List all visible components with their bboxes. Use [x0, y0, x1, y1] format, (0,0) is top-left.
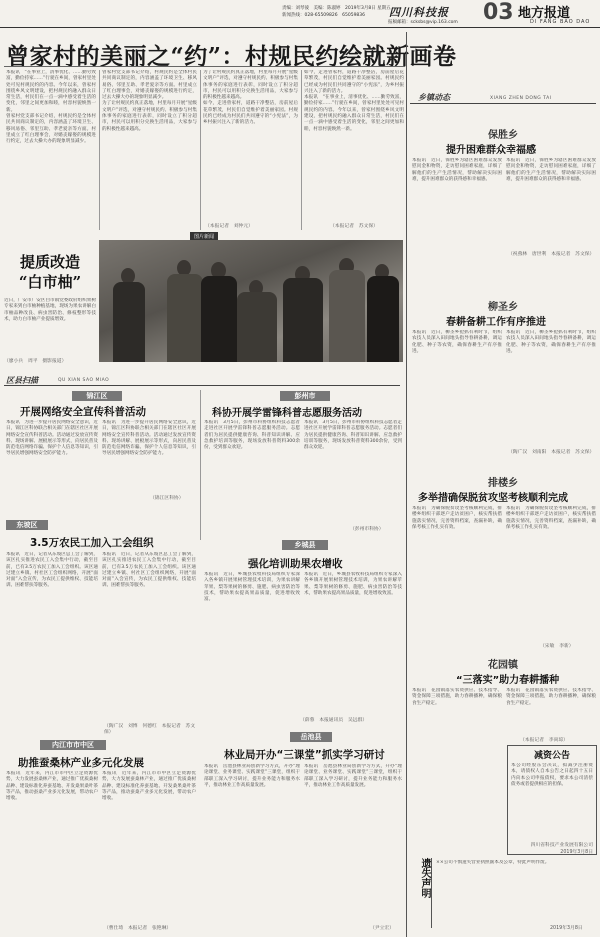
notice-signature: 四川省科技产业发展有限公司: [530, 843, 593, 848]
town-article-body: 本报讯 近日，保胜乡为辖区困难群众发放慰问金和物资，走访慰问困难家庭，详细了解他们的生产生活情况，帮助解决实际困难，提升困难群众的获得感和幸福感。: [506, 158, 596, 182]
region-badge: 彭州市: [280, 391, 330, 401]
photo-caption-box: [4, 240, 96, 362]
notice-date: 2019年3月8日: [560, 850, 593, 855]
article-body: 本报讯 为进一步提升居民网络安全意识，近日，锦江区科协联合相关部门在辖区社区开展网络安全宣传科普活动。活动通过发放宣传资料、现场讲解、展板展示等形式，向居民普及防范电信网络诈骗、保护个人信息等知识，引导居民增强网络安全防护能力。: [6, 420, 98, 457]
article-body: 本报讯 岳池县林业局创新学习方式，开办“理论课堂、业务课堂、实践课堂”三课堂，组织干部职工深入学习研讨，提升业务能力和服务水平，推动林业工作高质量发展。: [204, 764, 300, 788]
article-body: 本报讯 近日，乡城县农牧科技局组织专家深入各乡镇开展果树管理技术培训，为果农讲解苹果、梨等果树的修剪、施肥、病虫害防治等技术，帮助果农提高果品质量，促进增收致富。: [304, 572, 402, 596]
article-body: 本报讯 3月5日，彭州市科协组织科技志愿者走进社区开展学雷锋科普志愿服务活动。志愿者们为居民提供健康咨询、科普知识讲解、应急救护培训等服务，现场发放科普资料300余份，受到群众欢迎。: [304, 420, 402, 451]
news-photo: [99, 240, 403, 362]
headline-rule: [4, 66, 404, 67]
article-credit: （陶广汉 刘博 何德红 本报记者 苏文保）: [104, 724, 196, 735]
article-title: 助推蚕桑林产业多元化发展: [18, 757, 144, 769]
county-section-tag: 区县扫描 QU XIAN SAO MIAO: [4, 375, 400, 386]
town-article-title: “三落实”助力春耕播种: [456, 675, 560, 686]
photo-title: 提质改造 “白市柚”: [18, 253, 82, 291]
town-article-body: 本报讯 近日，柳圣乡抢抓有利时节，组织农技人员深入田间地头指导春耕备耕，调运化肥、种子等农资，确保春耕生产有序推进。: [506, 330, 596, 354]
photo-news-label: 图片新闻: [190, 232, 218, 241]
town-article-credit: （宋敏 李新）: [540, 644, 574, 649]
lost-notice-body: ××公司不慎遗失营业执照副本及公章，特此声明作废。: [436, 860, 550, 865]
col-divider: [200, 70, 201, 230]
town-article-body: 本报讯 为确保脱贫攻坚考核顺利完成，排楼乡组织干部逐户走访贫困户，核实帮扶措施落实情况，完善资料档案，查漏补缺，确保考核工作扎实有效。: [412, 506, 502, 530]
photo-caption: 近日，广安市广安区白市镇党委政府组织果树专家来到白市柚种植基地，现场为果农讲解白市柚品种改良、病虫害防治、修枝整形等技术，助力白市柚产业提质增效。: [4, 298, 96, 322]
masthead: [0, 0, 600, 28]
town-article-body: 本报讯 近日，柳圣乡抢抓有利时节，组织农技人员深入田间地头指导春耕备耕，调运化肥、种子等农资，确保春耕生产有序推进。: [412, 330, 502, 354]
region-badge: 锦江区: [72, 391, 122, 401]
region-badge: 内江市市中区: [40, 740, 106, 750]
page-number: 03: [483, 0, 514, 25]
article-body: 本报讯 3月5日，彭州市科协组织科技志愿者走进社区开展学雷锋科普志愿服务活动。志愿者们为居民提供健康咨询、科普知识讲解、应急救护培训等服务，现场发放科普资料300余份，受到群众欢迎。: [204, 420, 300, 451]
newspaper-logo: 四川科技报: [389, 6, 449, 19]
article-credit: （彭州市科协）: [350, 527, 384, 532]
col-divider: [301, 70, 302, 230]
capital-reduction-notice: [507, 745, 597, 855]
lead-col-1: 本报讯 “在事业上，清事优化、……勤劳致富，勤俭持家……”行驶在乡间，曾家村里处处可见村规民约的内容。今年以来，曾家村围绕乡风文明建设，把村规民约融入群众日常生活，村民们在一点一滴中感受着生活的变化，邻里之间更加和睦，村容村貌焕然一新。 曾家村党支部书记介绍，村规民约是全体村民共同商议制定的，内容涵盖了环境卫生、移风易俗、邻里互助、孝老爱亲等方面。村里成立了红白理事会，对婚丧嫁娶的规模进行约定，过去大操大办的现象明显减少。: [6, 70, 96, 145]
lead-col-3: 为了让村规民约真正落地，村里每月开展“星级文明户”评选，对遵守村规民约、积极参与村集体事务的家庭进行表彰，同时设立了积分超市，村民可以用积分兑换生活用品，大家参与的积极性越来越高。 如今，走进曾家村，道路干净整洁，房前屋后花草繁茂，村民们自觉维护着美丽家园。村规民约已经成为村民们共同遵守的“小宪法”，为乡村振兴注入了新的活力。: [203, 70, 298, 126]
masthead-info: [282, 5, 391, 19]
article-title: 开展网络安全宣传科普活动: [20, 406, 146, 418]
town-article-title: 多举措确保脱贫攻坚考核顺利完成: [418, 493, 568, 504]
region-badge: 岳池县: [290, 732, 332, 742]
article-title: 科协开展学雷锋科普志愿服务活动: [212, 408, 362, 419]
town-article-title: 春耕备耕工作有序推进: [446, 317, 546, 328]
section-pinyin: DI FANG BAO DAO: [530, 19, 591, 25]
article-credit: （薛蓉 本报通讯员 吴远群）: [300, 718, 368, 723]
lead-byline-2: （本报记者 苏文保）: [330, 224, 378, 229]
town-article-credit: （祝燕林 唐世利 本报记者 苏文保）: [508, 252, 595, 257]
article-credit: （锦江区科协）: [150, 496, 184, 501]
article-credit: （曹仕琦 本报记者 张艳琳）: [104, 926, 172, 931]
town-article-credit: （陶广汉 刘南阳 本报记者 苏文保）: [508, 450, 595, 455]
article-title: 林业局开办“三课堂”抓实学习研讨: [224, 749, 385, 761]
notice-title: 减资公告: [533, 751, 570, 761]
region-badge: 乡城县: [282, 540, 328, 550]
right-column-divider: [406, 32, 407, 937]
town-name: 保胜乡: [488, 130, 518, 141]
lost-notice-title: 遗失声明: [410, 858, 432, 928]
article-title: 强化培训助果农增收: [248, 558, 343, 570]
town-name: 排楼乡: [488, 478, 518, 489]
editor-line: 责编：刘琴彼 美编：陈淑婷 2019年3月8日 星期五: [282, 6, 391, 11]
email-line: 报稿邮箱：scksbs@vip.163.com: [388, 20, 458, 25]
article-body: 本报讯 近日，记者从东坡区总工会了解到，该区扎实推进农民工入会集中行动，截至目前，已有3.5万农民工加入工会组织。该区通过建立乡镇、村社区工会组织网络，开展“面对面”入会宣传，为农民工提供维权、技能培训、困难帮扶等服务。: [102, 552, 196, 589]
town-article-credit: （本报记者 李尚琼）: [520, 738, 568, 743]
town-article-body: 本报讯 近日，保胜乡为辖区困难群众发放慰问金和物资，走访慰问困难家庭，详细了解他们的生产生活情况，帮助解决实际困难，提升困难群众的获得感和幸福感。: [412, 158, 502, 182]
hotline: 新闻热线：028-65509826 65059836: [282, 13, 366, 18]
lead-col-2: 曾家村党支部书记介绍，村规民约是全体村民共同商议制定的，内容涵盖了环境卫生、移风易俗、邻里互助、孝老爱亲等方面。村里成立了红白理事会，对婚丧嫁娶的规模进行约定，过去大操大办的现象明显减少。 为了让村规民约真正落地，村里每月开展“星级文明户”评选，对遵守村规民约、积极参与村集体事务的家庭进行表彰，同时设立了积分超市，村民可以用积分兑换生活用品，大家参与的积极性越来越高。: [102, 70, 197, 132]
lead-headline: 曾家村的美丽之“约”：村规民约绘就新画卷: [6, 43, 457, 70]
article-body: 本报讯 近日，记者从东坡区总工会了解到，该区扎实推进农民工入会集中行动，截至目前，已有3.5万农民工加入工会组织。该区通过建立乡镇、村社区工会组织网络，开展“面对面”入会宣传，为农民工提供维权、技能培训、困难帮扶等服务。: [6, 552, 98, 589]
section-title: 地方报道: [518, 6, 571, 21]
article-title: 3.5万农民工加入工会组织: [30, 537, 154, 549]
town-article-body: 本报讯 为确保脱贫攻坚考核顺利完成，排楼乡组织干部逐户走访贫困户，核实帮扶措施落实情况，完善资料档案，查漏补缺，确保考核工作扎实有效。: [506, 506, 596, 530]
article-body: 本报讯 近年来，内江市市中区立足资源优势，大力发展蚕桑林产业，通过推广优质桑树品种、建设标准化养蚕基地、开发桑果桑叶茶等产品，推动蚕桑产业多元化发展，带动农户增收。: [6, 771, 98, 802]
photo-credit: （廖小兵 周平 摄影报道）: [4, 359, 67, 364]
article-body: 本报讯 岳池县林业局创新学习方式，开办“理论课堂、业务课堂、实践课堂”三课堂，组织干部职工深入学习研讨，提升业务能力和服务水平，推动林业工作高质量发展。: [304, 764, 402, 788]
town-name: 柳圣乡: [488, 302, 518, 313]
lead-col-4: 如今，走进曾家村，道路干净整洁，房前屋后花草繁茂，村民们自觉维护着美丽家园。村规民约已经成为村民们共同遵守的“小宪法”，为乡村振兴注入了新的活力。 本报讯 “在事业上，清事优化、……勤劳致富，勤俭持家……”行驶在乡间，曾家村里处处可见村规民约的内容。今年以来，曾家村围绕乡风文明建设，把村规民约融入群众日常生活，村民们在一点一滴中感受着生活的变化，邻里之间更加和睦，村容村貌焕然一新。: [304, 70, 404, 132]
article-body: 本报讯 近日，乡城县农牧科技局组织专家深入各乡镇开展果树管理技术培训，为果农讲解苹果、梨等果树的修剪、施肥、病虫害防治等技术，帮助果农提高果品质量，促进增收致富。: [204, 572, 300, 603]
region-badge: 东坡区: [6, 520, 48, 530]
notice-body: 本公司经股东会决议，拟减少注册资本，请债权人自本公告之日起四十五日内向本公司申报债权，要求本公司清偿债务或者提供相应的担保。: [511, 763, 593, 787]
col-divider: [200, 390, 201, 540]
town-name: 花园镇: [488, 660, 518, 671]
lead-byline-1: （本报记者 刘仲元）: [205, 224, 253, 229]
lost-notice-date: 2019年3月8日: [550, 926, 583, 931]
town-section-tag: 乡镇动态 XIANG ZHEN DONG TAI: [410, 92, 596, 104]
article-body: 本报讯 为进一步提升居民网络安全意识，近日，锦江区科协联合相关部门在辖区社区开展网络安全宣传科普活动。活动通过发放宣传资料、现场讲解、展板展示等形式，向居民普及防范电信网络诈骗、保护个人信息等知识，引导居民增强网络安全防护能力。: [102, 420, 196, 457]
town-article-body: 本报讯 花园镇落实农资供应、技术指导、资金保障三项措施，助力春耕播种，确保粮食生产稳定。: [506, 688, 596, 706]
article-body: 本报讯 近年来，内江市市中区立足资源优势，大力发展蚕桑林产业，通过推广优质桑树品种、建设标准化养蚕基地、开发桑果桑叶茶等产品，推动蚕桑产业多元化发展，带动农户增收。: [102, 771, 196, 802]
col-divider: [99, 70, 100, 230]
lost-notice: [410, 858, 597, 936]
town-article-body: 本报讯 花园镇落实农资供应、技术指导、资金保障三项措施，助力春耕播种，确保粮食生产稳定。: [412, 688, 502, 706]
article-credit: （尹立宏）: [370, 926, 394, 931]
town-article-title: 提升困难群众幸福感: [446, 145, 536, 156]
